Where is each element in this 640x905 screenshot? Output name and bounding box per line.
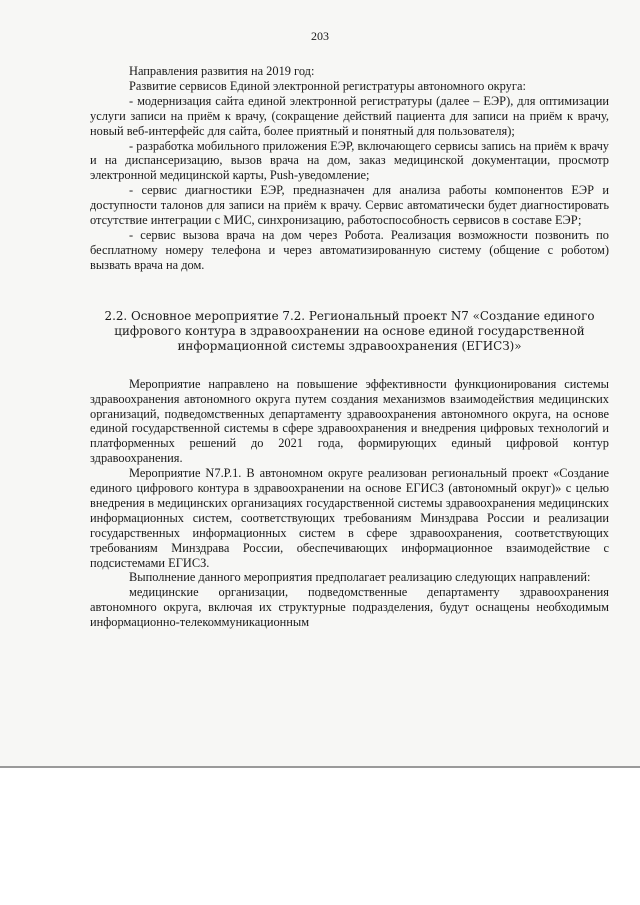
section-paragraph: медицинские организации, подведомственные департаменту здравоохранения автономного округа, включая их структурные подразделения, будут оснащены необходимым информационно-телекоммуникационным — [90, 585, 609, 630]
intro-bullet: - модернизация сайта единой электронной регистратуры (далее – ЕЭР), для оптимизации услуги записи на приём к врачу, (сокращение действий пациента для записи на приём к врачу, новый веб-интерфейс для сайта, более приятный и понятный для пользователя); — [90, 93, 609, 138]
intro-heading: Направления развития на 2019 год: — [129, 64, 315, 78]
intro-bullet: - разработка мобильного приложения ЕЭР, включающего сервисы запись на приём к врачу и на диспансеризацию, вызов врача на дом, заказ медицинской документации, просмотр электронной медицинской карты, Push-уведомление; — [90, 138, 609, 183]
page-content — [90, 64, 609, 630]
section-title: 2.2. Основное мероприятие 7.2. Региональный проект N7 «Создание единого цифрового контура в здравоохранении на основе единой государственной информационной системы здравоохранения (ЕГИСЗ)» — [104, 308, 595, 353]
section-paragraph: Мероприятие направлено на повышение эффективности функционирования системы здравоохранения автономного округа путем создания механизмов взаимодействия медицинских организаций, подведомственных департаменту здравоохранения автономного округа, на основе единой государственной системы в сфере здравоохранения и внедрения цифровых технологий и платформенных решений до 2021 года, формирующих единый цифровой контур здравоохранения. — [90, 376, 609, 466]
page-bottom-edge — [0, 766, 640, 768]
page-number: 203 — [311, 29, 329, 43]
section-paragraph: Выполнение данного мероприятия предполагает реализацию следующих направлений: — [129, 570, 591, 585]
intro-bullet: - сервис диагностики ЕЭР, предназначен для анализа работы компонентов ЕЭР и доступности талонов для записи на приём к врачу. Сервис автоматически будет диагностировать отсутствие интеграции с МИС, синхронизацию, работоспособность сервисов в составе ЕЭР; — [90, 183, 609, 228]
intro-bullet: - сервис вызова врача на дом через Робота. Реализация возможности позвонить по бесплатному номеру телефона и через автоматизированную систему (общение с роботом) вызвать врача на дом. — [90, 227, 609, 272]
intro-paragraph: Развитие сервисов Единой электронной регистратуры автономного округа: — [129, 78, 526, 93]
section-paragraph: Мероприятие N7.Р.1. В автономном округе реализован региональный проект «Создание единого цифрового контура в здравоохранении на основе ЕГИСЗ (автономный округ)» с целью внедрения в медицинских организациях государственной системы здравоохранения медицинских информационных систем, соответствующих требованиям Минздрава России и реализации государственных информационных систем в сфере здравоохранения, соответствующих требованиям Минздрава России, обеспечивающих информационное взаимодействие с подсистемами ЕГИСЗ. — [90, 466, 609, 570]
section-body — [90, 377, 609, 630]
